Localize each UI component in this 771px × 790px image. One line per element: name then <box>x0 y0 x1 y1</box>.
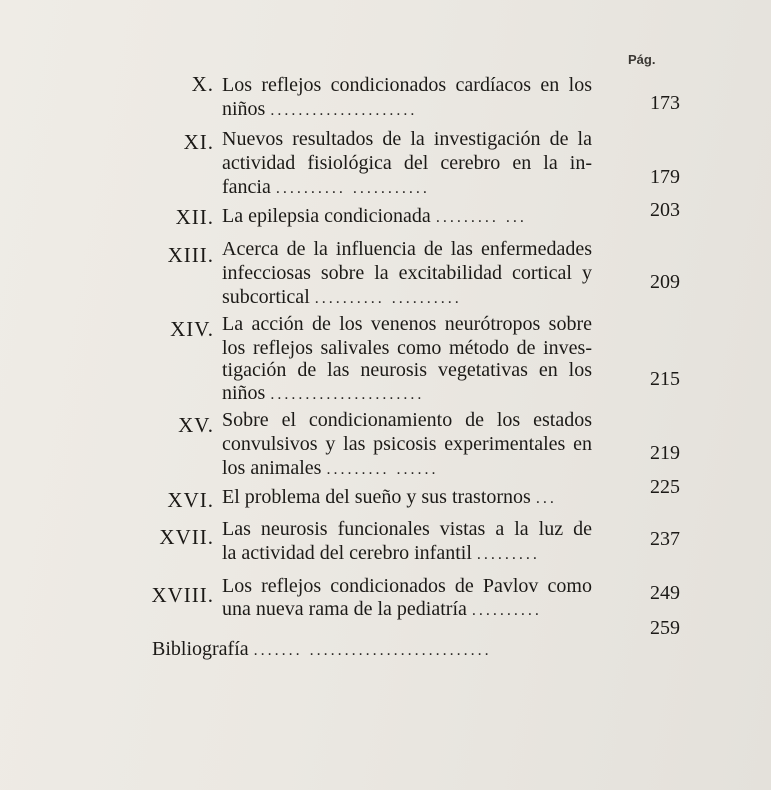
entry-title-line: Los reflejos condicionados cardíacos en los <box>222 74 592 96</box>
bibliography-label: Bibliografía <box>152 638 249 660</box>
page-number: 209 <box>650 271 680 293</box>
chapter-number: XVI. <box>167 488 214 512</box>
entry-title-line: infecciosas sobre la excitabilidad cortical y <box>222 262 592 284</box>
entry-title-line: convulsivos y las psicosis experimentales en <box>222 433 592 455</box>
page-number: 249 <box>650 582 680 604</box>
entry-title-line: La epilepsia condicionada <box>222 205 431 227</box>
chapter-number: XI. <box>183 130 214 154</box>
leader-dots: ...................... <box>270 386 425 403</box>
entry-title-line: Nuevos resultados de la investigación de la <box>222 128 592 150</box>
entry-title-line: El problema del sueño y sus trastornos <box>222 486 531 508</box>
entry-title-line: la actividad del cerebro infantil <box>222 542 472 564</box>
chapter-number: XIII. <box>167 243 214 267</box>
chapter-number: XV. <box>178 413 214 437</box>
leader-dots: ......... ...... <box>326 461 439 478</box>
page-number: 215 <box>650 368 680 390</box>
chapter-number: XVIII. <box>151 583 214 607</box>
entry-title-line: una nueva rama de la pediatría <box>222 598 467 620</box>
page-number: 203 <box>650 199 680 221</box>
page-number: 219 <box>650 442 680 464</box>
entry-title-line: niños <box>222 98 266 120</box>
leader-dots: ......... ... <box>435 209 527 226</box>
leader-dots: .......... .......... <box>314 290 462 307</box>
entry-title-line: Las neurosis funcionales vistas a la luz de <box>222 518 592 540</box>
entry-title-line: tigación de las neurosis vegetativas en los <box>222 359 592 381</box>
entry-title-line: Los reflejos condicionados de Pavlov como <box>222 575 592 597</box>
page-number: 237 <box>650 528 680 550</box>
leader-dots: .......... ........... <box>275 180 430 197</box>
page-column-header: Pág. <box>628 52 656 67</box>
leader-dots: ..................... <box>270 102 418 119</box>
page-number: 179 <box>650 166 680 188</box>
page-number: 225 <box>650 476 680 498</box>
entry-title-line: actividad fisiológica del cerebro en la in- <box>222 152 592 174</box>
entry-title-line: fancia <box>222 176 271 198</box>
entry-title-line: La acción de los venenos neurótropos sobre <box>222 313 592 335</box>
leader-dots: ... <box>535 490 557 507</box>
leader-dots: ....... .......................... <box>253 642 492 659</box>
entry-title-line: Acerca de la influencia de las enfermedades <box>222 238 592 260</box>
entry-title-line: Sobre el condicionamiento de los estados <box>222 409 592 431</box>
entry-title-line: los reflejos salivales como método de inves- <box>222 337 592 359</box>
chapter-number: X. <box>191 72 214 96</box>
entry-title-line: los animales <box>222 457 322 479</box>
page-number: 173 <box>650 92 680 114</box>
entry-title-line: niños <box>222 382 266 404</box>
leader-dots: ......... <box>476 546 540 563</box>
chapter-number: XII. <box>175 205 214 229</box>
page-number: 259 <box>650 617 680 639</box>
leader-dots: .......... <box>471 602 542 619</box>
entry-title-line: subcortical <box>222 286 310 308</box>
chapter-number: XVII. <box>159 525 214 549</box>
chapter-number: XIV. <box>170 317 214 341</box>
